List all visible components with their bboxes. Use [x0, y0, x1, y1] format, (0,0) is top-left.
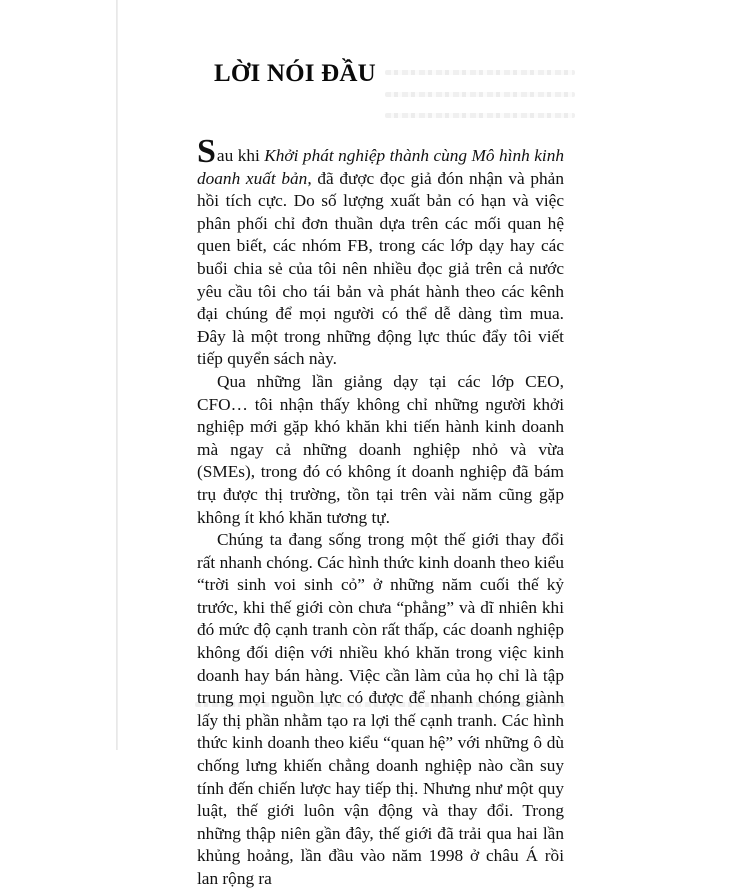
book-title-reference: Khởi phát nghiệp thành cùng Mô hình kinh doanh xuất bản [197, 146, 564, 188]
paragraph-1-text-cont: , đã được đọc giả đón nhận và phản hồi tích cực. Do số lượng xuất bản có hạn và việc phân phối chỉ đơn thuần dựa trên các mối quan hệ quen biết, các nhóm FB, trong các lớp dạy hay các buổi chia sẻ của tôi nên nhiều đọc giả trên cả nước yêu cầu tôi cho tái bản và phát hành theo các kênh đại chúng để mọi người có thể dễ dàng tìm mua. Đây là một trong những động lực thúc đẩy tôi viết tiếp quyển sách này. [197, 168, 564, 369]
bleed-through-line [385, 70, 575, 75]
drop-cap: S [197, 133, 216, 170]
bleed-through-line [385, 113, 575, 118]
paragraph-2: Qua những lần giảng dạy tại các lớp CEO, CFO… tôi nhận thấy không chỉ những người khởi nghiệp mới gặp khó khăn khi tiến hành kinh doanh mà ngay cả những doanh nghiệp nhỏ và vừa (SMEs), trong đó có không ít doanh nghiệp đã bám trụ được thị trường, tồn tại trên vài năm cũng gặp không ít khó khăn tương tự. [197, 371, 564, 527]
page-edge [116, 0, 118, 750]
preface-body [197, 133, 564, 891]
page-title: LỜI NÓI ĐẦU [214, 60, 376, 87]
paragraph-1 [197, 133, 564, 371]
bleed-through-line [385, 92, 575, 97]
paragraph-3: Chúng ta đang sống trong một thế giới thay đổi rất nhanh chóng. Các hình thức kinh doanh theo kiểu “trời sinh voi sinh cỏ” ở những năm cuối thế kỷ trước, khi thế giới còn chưa “phẳng” và dĩ nhiên khi đó mức độ cạnh tranh còn rất thấp, các doanh nghiệp không đối diện với nhiều khó khăn trong việc kinh doanh hay bán hàng. Việc cần làm của họ chỉ là tập trung mọi nguồn lực có được để nhanh chóng giành lấy thị phần nhằm tạo ra lợi thế cạnh tranh. Các hình thức kinh doanh theo kiểu “quan hệ” với những ô dù chống lưng khiến chẳng doanh nghiệp nào cần suy tính đến chiến lược hay tiếp thị. Nhưng như một quy luật, thế giới luôn vận động và thay đổi. Trong những thập niên gần đây, thế giới đã trải qua hai lần khủng hoảng, lần đầu vào năm 1998 ở châu Á rồi lan rộng ra [197, 530, 564, 888]
paragraph-1-text: au khi [216, 146, 265, 165]
